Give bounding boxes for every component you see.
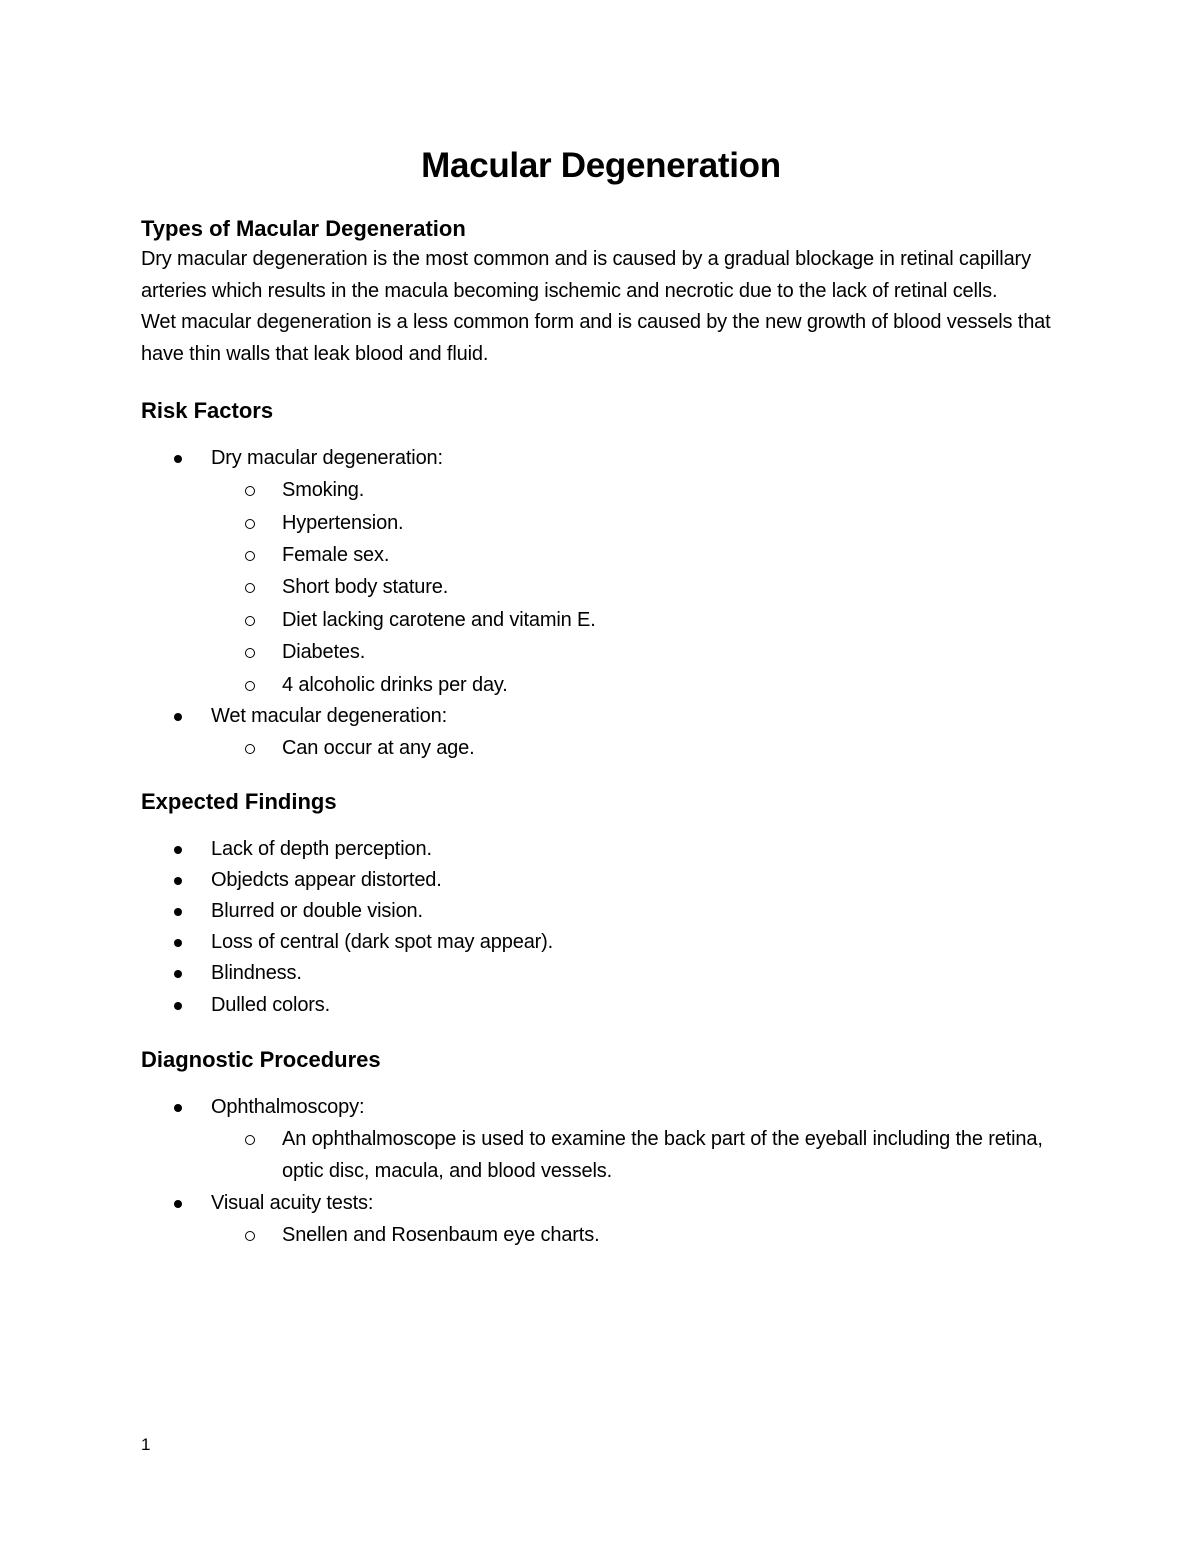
list-item-label: Ophthalmoscopy: — [211, 1095, 365, 1118]
bullet-icon — [174, 455, 182, 463]
section-heading-risk-factors: Risk Factors — [141, 398, 274, 423]
circle-bullet-icon — [245, 744, 255, 754]
paragraph-dry-description: Dry macular degeneration is the most common and is caused by a gradual blockage in retinal capillary arteries which results in the macula becoming ischemic and necrotic due to the lack of retinal cells. — [141, 248, 1031, 302]
circle-bullet-icon — [245, 551, 255, 561]
sub-list-item-label: 4 alcoholic drinks per day. — [282, 673, 508, 696]
list-item-label: Objedcts appear distorted. — [211, 868, 442, 891]
bullet-icon — [174, 1002, 182, 1010]
list-item — [141, 443, 1061, 701]
page-number: 1 — [141, 1435, 151, 1454]
list-item-label: Wet macular degeneration: — [211, 705, 448, 728]
sub-list-item-label: Female sex. — [282, 544, 390, 567]
list-item — [141, 958, 1061, 989]
circle-bullet-icon — [245, 681, 255, 691]
circle-bullet-icon — [245, 1135, 255, 1145]
bullet-icon — [174, 908, 182, 916]
sub-list-item — [211, 604, 1061, 636]
bullet-icon — [174, 1200, 182, 1208]
risk-factors-list — [141, 443, 1061, 765]
sub-list-item-label: Snellen and Rosenbaum eye charts. — [282, 1224, 600, 1247]
bullet-icon — [174, 846, 182, 854]
section-heading-diagnostic-procedures: Diagnostic Procedures — [141, 1046, 381, 1072]
list-item — [141, 834, 1061, 865]
diagnostic-procedures-list — [141, 1092, 1061, 1252]
bullet-icon — [174, 877, 182, 885]
circle-bullet-icon — [245, 519, 255, 529]
sub-list-item — [211, 571, 1061, 603]
sub-list-item-label: An ophthalmoscope is used to examine the back part of the eyeball including the retina, optic disc, macula, and blood vessels. — [282, 1128, 1043, 1183]
sub-list-item — [211, 732, 1061, 764]
circle-bullet-icon — [245, 1231, 255, 1241]
sub-list-item-label: Diabetes. — [282, 641, 366, 664]
section-heading-types: Types of Macular Degeneration — [141, 216, 466, 241]
list-item — [141, 896, 1061, 927]
sub-list-item — [211, 669, 1061, 701]
bullet-icon — [174, 1104, 182, 1112]
expected-findings-list — [141, 834, 1061, 1021]
sub-list-item — [211, 539, 1061, 571]
bullet-icon — [174, 939, 182, 947]
sub-list-item — [211, 1219, 1061, 1251]
sub-list-item-label: Diet lacking carotene and vitamin E. — [282, 608, 596, 631]
list-item-label: Loss of central (dark spot may appear). — [211, 931, 554, 954]
page-title: Macular Degeneration — [421, 146, 781, 185]
sub-list-item — [211, 474, 1061, 506]
list-item-label: Visual acuity tests: — [211, 1191, 374, 1214]
sub-list-item — [211, 636, 1061, 668]
section-heading-expected-findings: Expected Findings — [141, 788, 337, 814]
list-item — [141, 927, 1061, 958]
sub-list-item-label: Hypertension. — [282, 511, 404, 534]
list-item — [141, 865, 1061, 896]
list-item — [141, 1092, 1061, 1188]
list-item — [141, 701, 1061, 765]
list-item-label: Dry macular degeneration: — [211, 447, 443, 469]
circle-bullet-icon — [245, 648, 255, 658]
list-item-label: Blindness. — [211, 962, 302, 985]
sub-list-item-label: Can occur at any age. — [282, 737, 475, 760]
paragraph-wet-description: Wet macular degeneration is a less common form and is caused by the new growth of blood vessels that have thin walls that leak blood and fluid. — [141, 311, 1051, 365]
circle-bullet-icon — [245, 616, 255, 626]
list-item-label: Blurred or double vision. — [211, 900, 423, 923]
list-item — [141, 990, 1061, 1021]
list-item-label: Dulled colors. — [211, 993, 331, 1016]
list-item-label: Lack of depth perception. — [211, 837, 432, 860]
circle-bullet-icon — [245, 583, 255, 593]
sub-list-item — [211, 1123, 1061, 1188]
page-content — [141, 142, 1061, 1252]
list-item — [141, 1188, 1061, 1252]
bullet-icon — [174, 713, 182, 721]
circle-bullet-icon — [245, 486, 255, 496]
bullet-icon — [174, 970, 182, 978]
sub-list-item — [211, 507, 1061, 539]
sub-list-item-label: Smoking. — [282, 479, 365, 502]
sub-list-item-label: Short body stature. — [282, 576, 449, 599]
